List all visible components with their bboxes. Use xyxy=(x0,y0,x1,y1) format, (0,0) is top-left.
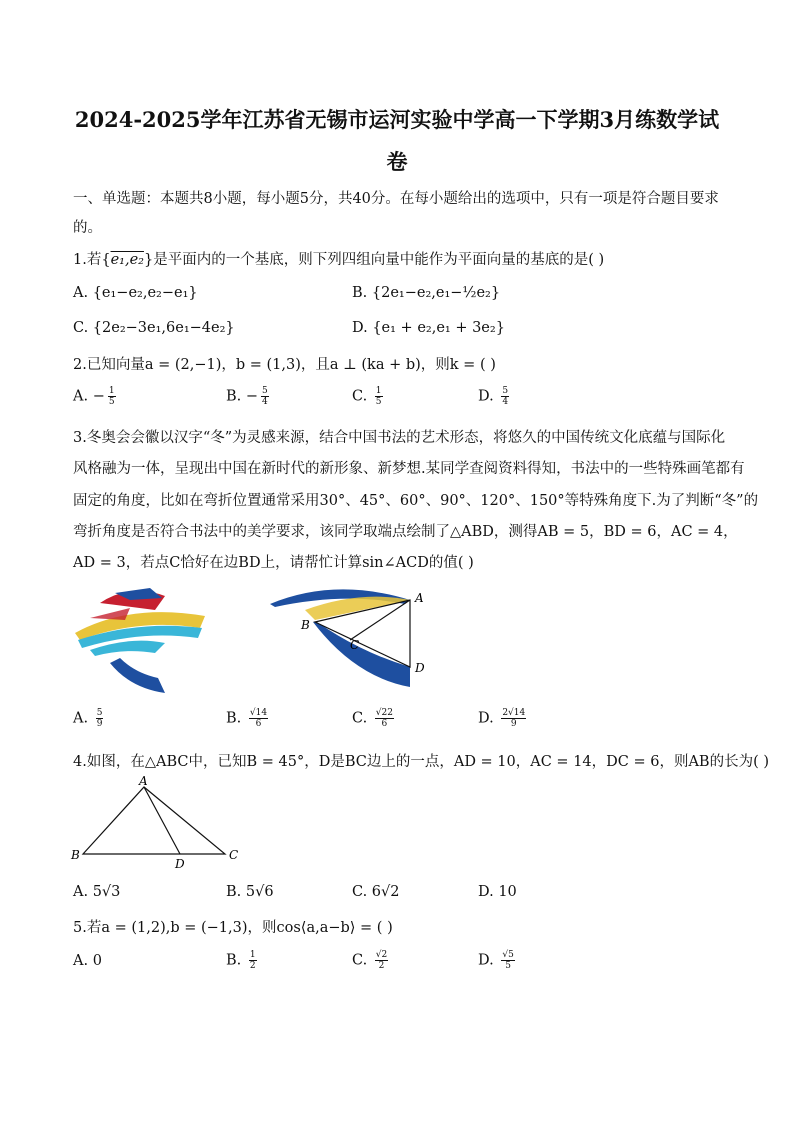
emblem-cyan-lower xyxy=(90,641,165,656)
point-label-d: D xyxy=(175,857,185,871)
section-heading-cont: 的。 xyxy=(73,220,102,236)
winter-olympics-emblem xyxy=(70,578,210,698)
fraction: $\frac{1}{5}$ xyxy=(108,386,115,407)
point-label-a: A xyxy=(415,591,424,605)
triangle-abc xyxy=(83,787,225,854)
q2-stem: 2.已知向量a = (2,−1)，b = (1,3)，且a ⊥ (ka + b)，则k = ( ) xyxy=(73,357,496,373)
q2-option-a[interactable]: A. − $\frac{1}{5}$ xyxy=(73,386,115,407)
q4-option-d[interactable]: D. 10 xyxy=(478,884,517,900)
q3-stem-line3: 固定的角度，比如在弯折位置通常采用30°、45°、60°、90°、120°、150°等特殊角度下.为了判断“冬”的 xyxy=(73,493,759,509)
point-label-c: C xyxy=(350,638,360,652)
q4-option-b[interactable]: B. 5√6 xyxy=(226,884,274,900)
segment-ad xyxy=(144,787,180,854)
q5-option-d[interactable]: D. $\frac{√5}{5}$ xyxy=(478,950,514,971)
q5-option-c[interactable]: C. $\frac{√2}{2}$ xyxy=(352,950,388,971)
q5-stem: 5.若a = (1,2),b = (−1,3)，则cos⟨a,a−b⟩ = ( ) xyxy=(73,920,393,936)
q3-stem-line5: AD = 3，若点C恰好在边BD上，请帮忙计算sin∠ACD的值( ) xyxy=(73,555,474,571)
q1-stem: 1.若{e₁,e₂}是平面内的一个基底，则下列四组向量中能作为平面向量的基底的是( ) xyxy=(73,252,605,268)
section-heading: 一、单选题：本题共8小题，每小题5分，共40分。在每小题给出的选项中，只有一项是符合题目要求 xyxy=(73,191,719,207)
q3-stem-line1: 3.冬奥会会徽以汉字“冬”为灵感来源，结合中国书法的艺术形态，将悠久的中国传统文化底蕴与国际化 xyxy=(73,430,726,446)
q3-stem-line2: 风格融为一体，呈现出中国在新时代的新形象、新梦想.某同学查阅资料得知，书法中的一些特殊画笔都有 xyxy=(73,461,745,477)
q3-option-a[interactable]: A. $\frac{5}{9}$ xyxy=(73,708,103,729)
fraction: $\frac{2√14}{9}$ xyxy=(502,708,526,729)
q2-option-d[interactable]: D. $\frac{5}{4}$ xyxy=(478,386,509,407)
q3-triangle-figure xyxy=(265,582,435,692)
q1-option-b[interactable]: B. {2e₁−e₂,e₁−½e₂} xyxy=(352,285,501,301)
q4-option-c[interactable]: C. 6√2 xyxy=(352,884,400,900)
q1-option-d[interactable]: D. {e₁ + e₂,e₁ + 3e₂} xyxy=(352,320,505,336)
fraction: $\frac{√14}{6}$ xyxy=(249,708,268,729)
figure-yellow-brush xyxy=(305,597,410,620)
point-label-c: C xyxy=(229,848,239,862)
q1-option-c[interactable]: C. {2e₂−3e₁,6e₁−4e₂} xyxy=(73,320,235,336)
fraction: $\frac{√5}{5}$ xyxy=(502,950,514,971)
q1-option-a[interactable]: A. {e₁−e₂,e₂−e₁} xyxy=(73,285,198,301)
fraction: $\frac{√2}{2}$ xyxy=(375,950,388,971)
q4-stem: 4.如图，在△ABC中，已知B = 45°，D是BC边上的一点，AD = 10，AC = 14，DC = 6，则AB的长为( ) xyxy=(73,754,770,770)
fraction: $\frac{√22}{6}$ xyxy=(375,708,393,729)
point-label-b: B xyxy=(301,618,310,632)
page-title-continued: 卷 xyxy=(386,149,408,174)
fraction: $\frac{1}{2}$ xyxy=(249,950,256,971)
point-label-d: D xyxy=(415,661,425,675)
emblem-blue-bottom xyxy=(110,658,165,693)
fraction: $\frac{5}{4}$ xyxy=(262,386,268,407)
q5-option-a[interactable]: A. 0 xyxy=(73,953,102,969)
fraction: $\frac{5}{4}$ xyxy=(502,386,509,407)
q5-option-b[interactable]: B. $\frac{1}{2}$ xyxy=(226,950,256,971)
emblem-red-accent xyxy=(90,608,130,620)
point-label-b: B xyxy=(71,848,80,862)
q2-option-b[interactable]: B. − $\frac{5}{4}$ xyxy=(226,386,268,407)
q3-option-c[interactable]: C. $\frac{√22}{6}$ xyxy=(352,708,393,729)
fraction: $\frac{5}{9}$ xyxy=(96,708,103,729)
q4-triangle-figure xyxy=(65,775,255,875)
q3-stem-line4: 弯折角度是否符合书法中的美学要求，该同学取端点绘制了△ABD，测得AB = 5，BD = 6，AC = 4， xyxy=(73,524,738,540)
q3-option-d[interactable]: D. $\frac{2√14}{9}$ xyxy=(478,708,526,729)
page-title: 2024-2025学年江苏省无锡市运河实验中学高一下学期3月练数学试 xyxy=(74,107,720,132)
q2-option-c[interactable]: C. $\frac{1}{5}$ xyxy=(352,386,382,407)
point-label-a: A xyxy=(139,775,148,788)
q3-option-b[interactable]: B. $\frac{√14}{6}$ xyxy=(226,708,268,729)
q4-option-a[interactable]: A. 5√3 xyxy=(73,884,121,900)
fraction: $\frac{1}{5}$ xyxy=(375,386,382,407)
